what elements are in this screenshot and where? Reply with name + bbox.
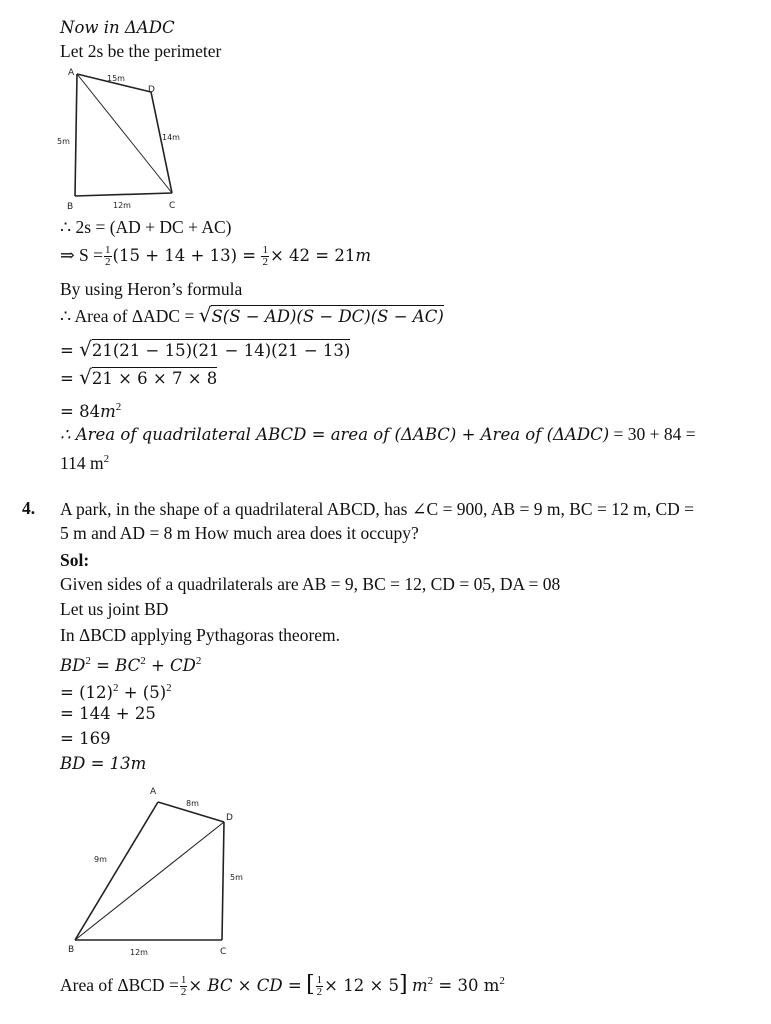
- fig2-vertex-c: C: [220, 947, 227, 957]
- heading-prefix: Now in: [60, 18, 125, 37]
- total-area: [60, 448, 109, 474]
- eq-s-value: [60, 244, 371, 268]
- fig2-edge-dc: [222, 822, 224, 940]
- fig1-edge-dc: [151, 92, 172, 193]
- result-unit: m: [100, 401, 116, 421]
- fig2-label-ab: 9m: [94, 855, 107, 864]
- fraction-half-3: [180, 975, 188, 998]
- eq-5-sq: + (5): [118, 682, 167, 702]
- final-eq: = 30 m: [433, 975, 500, 995]
- frac-den: 2: [105, 256, 111, 269]
- figure-quadrilateral-1: [55, 62, 205, 214]
- eq-bd-squared: [60, 650, 201, 677]
- area-result: [60, 396, 121, 423]
- fig1-diagonal-ac: [77, 74, 172, 193]
- figure-quadrilateral-2: [58, 780, 253, 958]
- area-formula-radicand: S(S − AD)(S − DC)(S − AC): [211, 307, 444, 326]
- area-step-2: [60, 366, 217, 390]
- eq-bd-13: BD = 13m: [60, 754, 147, 773]
- total-value: 114 m: [60, 452, 104, 473]
- final-unit: m: [412, 975, 428, 995]
- problem-number: 4.: [22, 498, 36, 518]
- fig2-vertex-b: B: [68, 945, 75, 955]
- sol-label: Sol:: [60, 550, 90, 570]
- exp: 2: [85, 655, 91, 667]
- fig2-edge-ab: [75, 802, 158, 940]
- step1-radicand: 21(21 − 15)(21 − 14)(21 − 13): [91, 341, 351, 360]
- right-bracket: ]: [399, 971, 408, 997]
- final-exp2: 2: [499, 975, 505, 987]
- fig1-edge-bc: [75, 193, 172, 196]
- fig2-label-dc: 5m: [230, 873, 243, 882]
- eq-2s: ∴ 2s = (AD + DC + AC): [60, 217, 232, 237]
- result-exponent: 2: [115, 401, 122, 413]
- exp: 2: [195, 655, 202, 667]
- frac-num: 1: [105, 244, 111, 257]
- area-adc-formula: [60, 304, 444, 327]
- exp: 2: [112, 682, 119, 694]
- eq-169: = 169: [60, 729, 111, 748]
- eq-12-sq: = (12): [60, 682, 113, 702]
- conclusion-tail: = 30 + 84 =: [609, 424, 696, 444]
- sqrt-icon: √: [79, 337, 92, 361]
- final-exp: 2: [427, 975, 434, 987]
- eq2-mid: (15 + 14 + 13) =: [112, 246, 257, 265]
- frac-num-2: 1: [262, 244, 268, 257]
- bd-term: BD: [60, 655, 86, 675]
- sqrt-icon: √: [79, 365, 92, 389]
- bc-term: = BC: [90, 655, 141, 675]
- fig1-vertex-b: B: [67, 202, 74, 212]
- fig2-label-ad: 8m: [186, 799, 199, 808]
- let-perimeter-line: Let 2s be the perimeter: [60, 41, 222, 61]
- heading-now-in-adc: [60, 16, 175, 39]
- heading-triangle: ΔADC: [124, 18, 175, 37]
- cd-term: + CD: [145, 655, 196, 675]
- fig2-label-bc: 12m: [130, 948, 148, 957]
- final-mid: × BC × CD =: [188, 975, 302, 995]
- fig1-vertex-d: D: [148, 85, 155, 95]
- fig1-label-ab: 5m: [57, 137, 70, 146]
- join-bd: Let us joint BD: [60, 599, 169, 619]
- frac-den-3: 2: [180, 986, 187, 999]
- left-bracket: [: [306, 971, 315, 997]
- frac-num-4: 1: [316, 974, 323, 987]
- eq-squares: [60, 677, 172, 704]
- fig1-label-bc: 12m: [113, 201, 131, 210]
- total-exponent: 2: [103, 453, 110, 465]
- area-label: ∴ Area of ΔADC =: [60, 306, 195, 326]
- frac-num-3: 1: [180, 974, 187, 987]
- fig2-vertex-d: D: [226, 813, 233, 823]
- fraction-half-2: [261, 245, 269, 268]
- question-line-2: 5 m and AD = 8 m How much area does it occupy?: [60, 523, 419, 543]
- exp: 2: [140, 655, 146, 667]
- fraction-half-4: [316, 975, 324, 998]
- fig1-edge-ab: [75, 74, 77, 196]
- herons-formula-line: By using Heron’s formula: [60, 279, 243, 299]
- equals-sign: =: [60, 341, 80, 360]
- area-bcd-line: [60, 970, 505, 998]
- fig1-label-dc: 14m: [162, 133, 180, 142]
- fig2-vertex-a: A: [150, 787, 157, 797]
- fig2-diagonal-bd: [75, 822, 224, 940]
- equals-sign: =: [60, 369, 80, 388]
- conclusion-line: [60, 423, 696, 446]
- frac-den-4: 2: [316, 986, 323, 999]
- eq2-unit: m: [355, 246, 371, 265]
- fig1-vertex-c: C: [169, 201, 176, 211]
- step2-radicand: 21 × 6 × 7 × 8: [91, 369, 218, 388]
- final-bracket-tail: × 12 × 5: [324, 975, 400, 995]
- final-prefix: Area of ΔBCD =: [60, 974, 179, 995]
- sqrt-icon: √: [198, 303, 212, 327]
- exp: 2: [166, 682, 172, 694]
- fig1-label-ad: 15m: [107, 74, 125, 83]
- given-sides: Given sides of a quadrilaterals are AB = 9, BC = 12, CD = 05, DA = 08: [60, 574, 561, 594]
- result-value: = 84: [60, 401, 101, 421]
- fraction-half: [104, 245, 112, 268]
- eq-sum: = 144 + 25: [60, 704, 156, 723]
- fig1-vertex-a: A: [68, 68, 75, 78]
- eq2-tail: × 42 = 21: [269, 246, 356, 265]
- conclusion-text: ∴ Area of quadrilateral ABCD = area of (ΔABC) + Area of (ΔADC): [60, 425, 610, 444]
- area-step-1: [60, 338, 350, 362]
- eq2-prefix: ⇒ S =: [60, 245, 104, 265]
- frac-den-2: 2: [262, 256, 268, 269]
- question-line-1: A park, in the shape of a quadrilateral ABCD, has ∠C = 900, AB = 9 m, BC = 12 m, CD =: [60, 499, 695, 519]
- pythagoras-line: In ΔBCD applying Pythagoras theorem.: [60, 625, 341, 645]
